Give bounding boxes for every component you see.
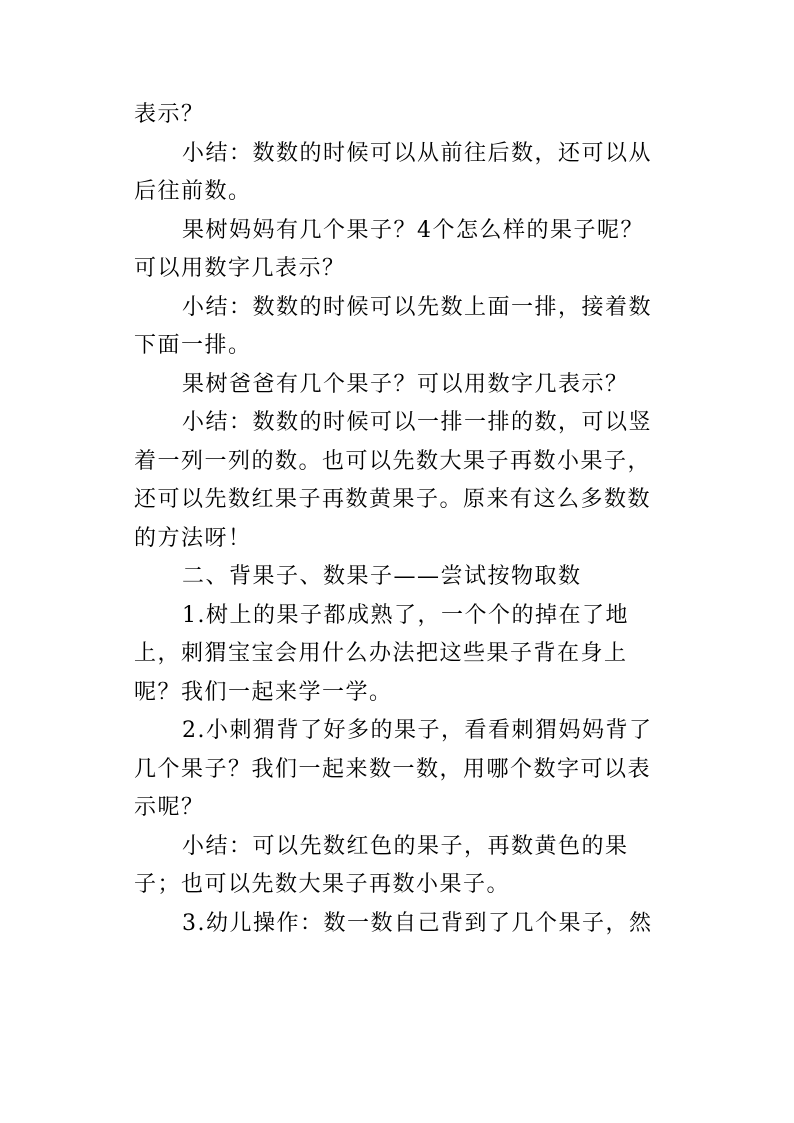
paragraph-summary-2: 小结：数数的时候可以先数上面一排，接着数下面一排。 bbox=[134, 294, 653, 358]
paragraph-continuation: 表示？ bbox=[134, 102, 205, 127]
section-heading-2: 二、背果子、数果子——尝试按物取数 bbox=[182, 564, 582, 589]
paragraph-summary-4: 小结：可以先数红色的果子，再数黄色的果子；也可以先数大果子再数小果子。 bbox=[134, 833, 629, 897]
paragraph-summary-3: 小结：数数的时候可以一排一排的数，可以竖着一列一列的数。也可以先数大果子再数小果子，还可以先数红果子再数黄果子。原来有这么多数数的方法呀！ bbox=[134, 410, 653, 551]
document-body bbox=[134, 96, 664, 943]
paragraph-summary-1: 小结：数数的时候可以从前往后数，还可以从后往前数。 bbox=[134, 140, 653, 204]
paragraph-father-tree-question: 果树爸爸有几个果子？可以用数字几表示？ bbox=[182, 371, 629, 397]
paragraph-step-1: 1.树上的果子都成熟了，一个个的掉在了地上，刺猬宝宝会用什么办法把这些果子背在身上呢？我们一起来学一学。 bbox=[134, 602, 629, 705]
paragraph-step-2: 2.小刺猬背了好多的果子，看看刺猬妈妈背了几个果子？我们一起来数一数，用哪个数字可以表示呢？ bbox=[134, 718, 653, 820]
paragraph-step-3: 3.幼儿操作：数一数自己背到了几个果子，然 bbox=[182, 910, 653, 936]
paragraph-mother-tree-question: 果树妈妈有几个果子？4个怎么样的果子呢？可以用数字几表示？ bbox=[134, 217, 644, 281]
